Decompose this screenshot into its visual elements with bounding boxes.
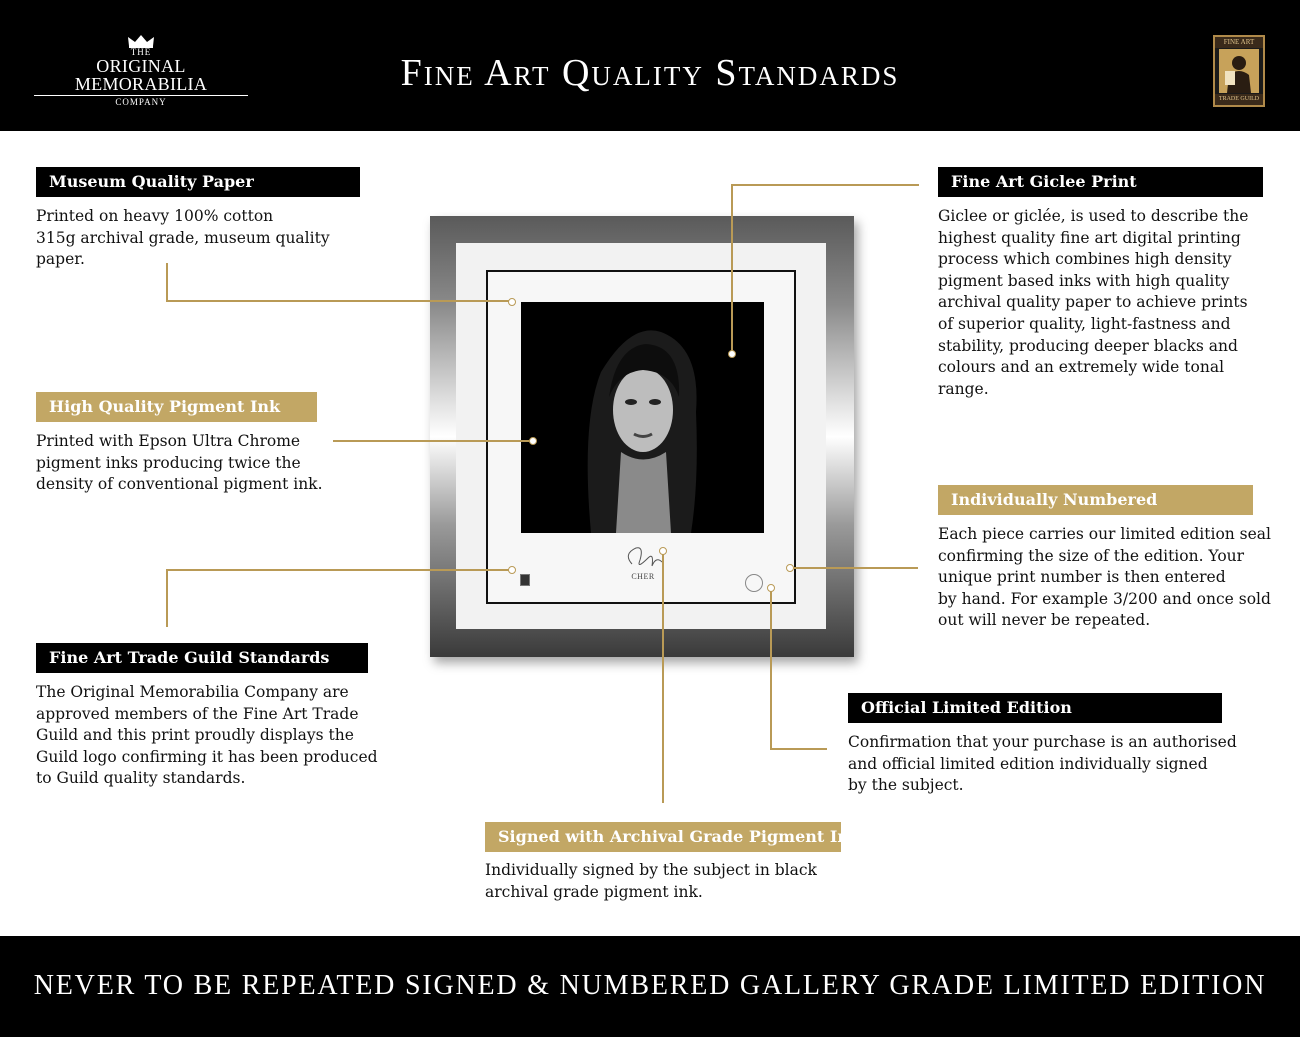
giclee-title: Fine Art Giclee Print xyxy=(938,167,1263,197)
subject-name: CHER xyxy=(631,572,655,581)
numbered-line: confirming the size of the edition. Your xyxy=(938,546,1245,565)
badge-top-text: FINE ART xyxy=(1215,37,1263,48)
guild-mini-logo-icon xyxy=(520,574,530,586)
connector-line xyxy=(166,300,510,302)
trade-guild-line: approved members of the Fine Art Trade xyxy=(36,704,359,723)
connector-line xyxy=(770,590,772,748)
connector-line xyxy=(731,184,733,352)
connector-line xyxy=(770,748,827,750)
edition-seal-icon xyxy=(745,574,763,592)
museum-paper-line: Printed on heavy 100% cotton xyxy=(36,207,274,225)
museum-paper-desc xyxy=(36,206,366,271)
pigment-ink-line: pigment inks producing twice the xyxy=(36,453,301,472)
connector-line xyxy=(793,567,918,569)
museum-paper-line: 315g archival grade, museum quality paper. xyxy=(36,228,330,269)
pigment-ink-desc xyxy=(36,431,332,496)
giclee-line: stability, producing deeper blacks and xyxy=(938,336,1238,355)
signed-title: Signed with Archival Grade Pigment Ink xyxy=(485,822,841,852)
connector-line xyxy=(662,553,664,803)
hotspot-dot[interactable] xyxy=(508,298,516,306)
giclee-line: Giclee or giclée, is used to describe the xyxy=(938,207,1249,225)
hotspot-dot[interactable] xyxy=(767,584,775,592)
brand-name: ORIGINAL MEMORABILIA xyxy=(34,57,248,96)
limited-edition-line: and official limited edition individually signed xyxy=(848,754,1208,773)
connector-line xyxy=(166,569,168,627)
trade-guild-title: Fine Art Trade Guild Standards xyxy=(36,643,368,673)
limited-edition-line: by the subject. xyxy=(848,776,964,795)
portrait-photo xyxy=(521,302,764,533)
hotspot-dot[interactable] xyxy=(728,350,736,358)
giclee-line: highest quality fine art digital printing xyxy=(938,228,1241,247)
trade-guild-line: to Guild quality standards. xyxy=(36,769,246,788)
giclee-desc xyxy=(938,206,1278,400)
footer-tagline: NEVER TO BE REPEATED SIGNED & NUMBERED GALLERY GRADE LIMITED EDITION xyxy=(33,970,1267,1001)
guild-figure-icon xyxy=(1219,49,1259,93)
trade-guild-line: Guild logo confirming it has been produced xyxy=(36,747,378,766)
numbered-line: out will never be repeated. xyxy=(938,611,1151,630)
brand-the: THE xyxy=(130,47,152,57)
hotspot-dot[interactable] xyxy=(659,547,667,555)
pigment-ink-title: High Quality Pigment Ink xyxy=(36,392,317,422)
numbered-line: Each piece carries our limited edition seal xyxy=(938,525,1272,543)
museum-paper-title: Museum Quality Paper xyxy=(36,167,360,197)
signed-desc xyxy=(485,860,845,903)
page-title: Fine Art Quality Standards xyxy=(400,52,900,94)
giclee-line: process which combines high density xyxy=(938,250,1232,269)
pigment-ink-line: Printed with Epson Ultra Chrome xyxy=(36,432,301,450)
trade-guild-line: Guild and this print proudly displays the xyxy=(36,726,354,745)
giclee-line: of superior quality, light-fastness and xyxy=(938,314,1231,333)
connector-line xyxy=(731,184,919,186)
numbered-desc xyxy=(938,524,1278,632)
connector-line xyxy=(333,440,531,442)
limited-edition-title: Official Limited Edition xyxy=(848,693,1222,723)
giclee-line: pigment based inks with high quality xyxy=(938,271,1230,290)
signed-line: Individually signed by the subject in black xyxy=(485,861,817,879)
pigment-ink-line: density of conventional pigment ink. xyxy=(36,475,323,494)
badge-bottom-text: TRADE GUILD xyxy=(1215,94,1263,105)
connector-line xyxy=(166,569,509,571)
trade-guild-line: The Original Memorabilia Company are xyxy=(36,683,349,701)
numbered-line: by hand. For example 3/200 and once sold xyxy=(938,589,1271,608)
fine-art-trade-guild-badge xyxy=(1213,35,1265,107)
hotspot-dot[interactable] xyxy=(529,437,537,445)
trade-guild-desc xyxy=(36,682,381,790)
hotspot-dot[interactable] xyxy=(508,566,516,574)
limited-edition-desc xyxy=(848,732,1268,797)
numbered-line: unique print number is then entered xyxy=(938,568,1226,587)
signed-line: archival grade pigment ink. xyxy=(485,882,703,901)
hotspot-dot[interactable] xyxy=(786,564,794,572)
giclee-line: archival quality paper to achieve prints xyxy=(938,293,1248,312)
company-logo[interactable] xyxy=(30,34,252,107)
limited-edition-line: Confirmation that your purchase is an authorised xyxy=(848,733,1237,751)
crown-icon xyxy=(126,34,156,48)
brand-company: COMPANY xyxy=(115,97,167,107)
numbered-title: Individually Numbered xyxy=(938,485,1253,515)
giclee-line: colours and an extremely wide tonal range. xyxy=(938,358,1225,398)
